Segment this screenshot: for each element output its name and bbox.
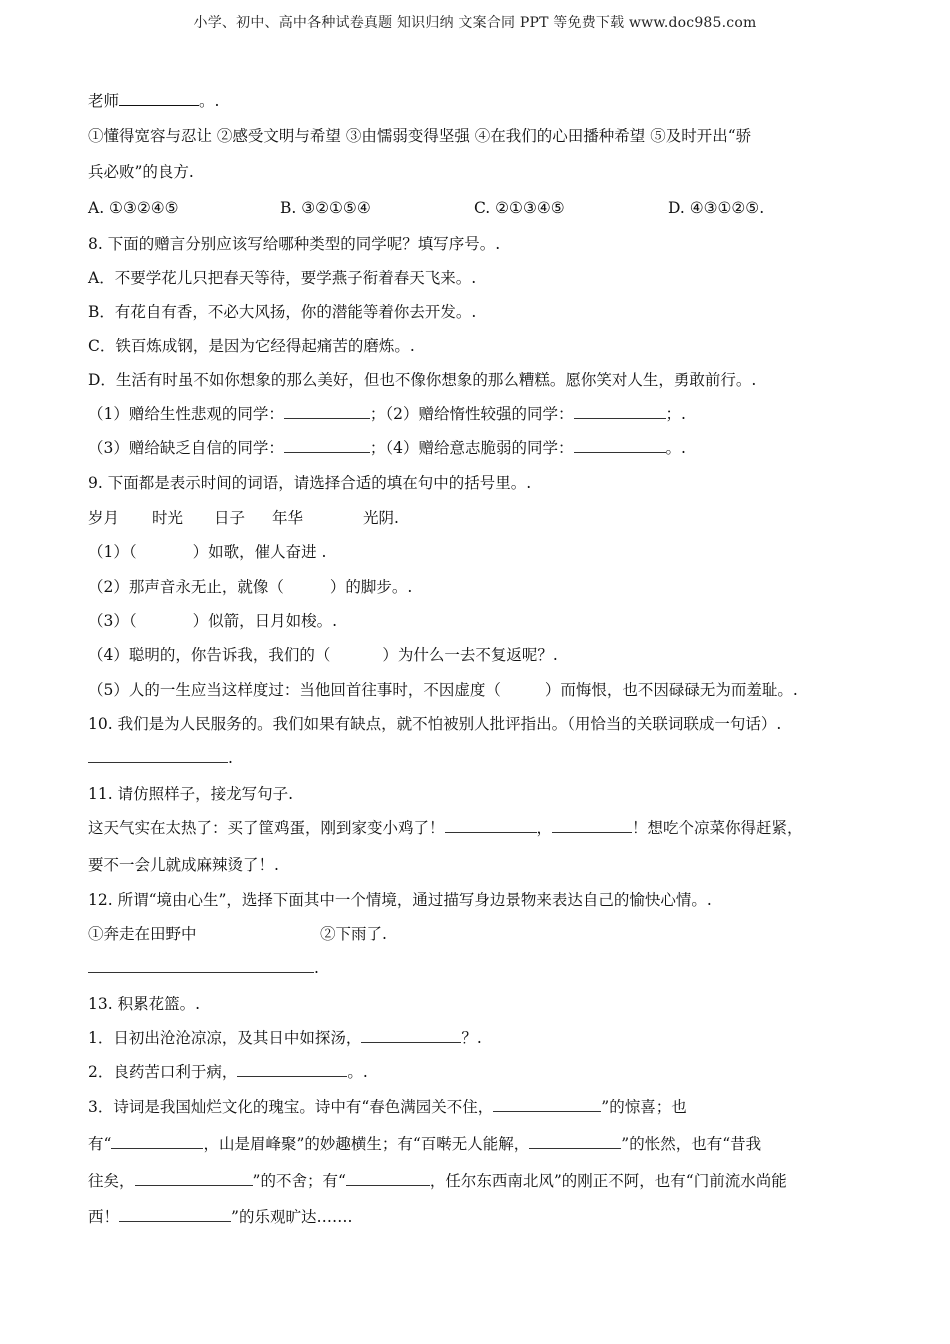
q11-line2: 要不一会儿就成麻辣烫了！. xyxy=(88,856,279,874)
q12-option-2[interactable]: ②下雨了. xyxy=(320,925,387,943)
q9-word: 年华 xyxy=(272,509,304,527)
q12-option-1[interactable]: ①奔走在田野中 xyxy=(88,925,197,943)
q8-choice-c: C．铁百炼成钢，是因为它经得起痛苦的磨炼。. xyxy=(88,337,415,355)
q9-word: 岁月 xyxy=(88,509,120,527)
q10-answer-blank[interactable] xyxy=(88,748,228,763)
q13-line1: 1．日初出沧沧凉凉，及其日中如探汤， ？. xyxy=(88,1029,482,1047)
page-header: 小学、初中、高中各种试卷真题 知识归纳 文案合同 PPT 等免费下载 www.doc985.com xyxy=(193,15,757,31)
q9-word: 光阴. xyxy=(363,509,399,527)
q13-line6: 西！ ”的乐观旷达……. xyxy=(88,1208,353,1226)
q8-blank-3[interactable] xyxy=(284,438,370,453)
q13-stem: 13. 积累花篮。. xyxy=(88,995,201,1013)
q8-row2: （3）赠给缺乏自信的同学： ；（4）赠给意志脆弱的同学： 。. xyxy=(88,439,686,457)
q9-word: 日子 xyxy=(214,509,246,527)
q8-stem: 8. 下面的赠言分别应该写给哪种类型的同学呢？填写序号。. xyxy=(88,235,501,253)
q11-blank-2[interactable] xyxy=(552,818,632,833)
q7-answer-blank[interactable] xyxy=(119,91,199,106)
q7-option-a[interactable]: A. ①③②④⑤ xyxy=(88,199,179,217)
q9-s2: （2）那声音永无止，就像（ ）的脚步。. xyxy=(88,578,413,596)
q9-s5: （5）人的一生应当这样度过：当他回首往事时，不因虚度（ ）而悔恨，也不因碌碌无为而羞耻。. xyxy=(88,681,798,699)
q7-prefix: 老师 xyxy=(88,92,120,110)
q8-choice-d: D．生活有时虽不如你想象的那么美好，但也不像你想象的那么糟糕。愿你笑对人生，勇敢前行。. xyxy=(88,371,757,389)
q11-blank-1[interactable] xyxy=(445,818,537,833)
q7-items: ①懂得宽容与忍让 ②感受文明与希望 ③由懦弱变得坚强 ④在我们的心田播种希望 ⑤及时开出“骄 xyxy=(88,127,752,145)
q8-row1: （1）赠给生性悲观的同学： ；（2）赠给惰性较强的同学： ；. xyxy=(88,405,686,423)
q9-s3: （3）（ ）似箭，日月如梭。. xyxy=(88,612,338,630)
q13-blank-5[interactable] xyxy=(529,1134,621,1149)
q11-stem: 11. 请仿照样子，接龙写句子. xyxy=(88,785,294,803)
q10-answer: . xyxy=(88,748,233,768)
q13-blank-7[interactable] xyxy=(346,1171,430,1186)
q8-choice-a: A．不要学花儿只把春天等待，要学燕子衔着春天飞来。. xyxy=(88,269,477,287)
q13-line4: 有“ ，山是眉峰聚”的妙趣横生；有“百啭无人能解， ”的怅然，也有“昔我 xyxy=(88,1135,762,1153)
q12-answer: . xyxy=(88,958,319,978)
q8-blank-4[interactable] xyxy=(574,438,666,453)
q9-word: 时光 xyxy=(152,509,184,527)
q7-option-d[interactable]: D. ④③①②⑤. xyxy=(668,199,765,217)
q13-blank-1[interactable] xyxy=(361,1028,461,1043)
q9-stem: 9. 下面都是表示时间的词语，请选择合适的填在句中的括号里。. xyxy=(88,474,532,492)
q10-stem: 10. 我们是为人民服务的。我们如果有缺点，就不怕被别人批评指出。（用恰当的关联词联成一句话）. xyxy=(88,715,782,733)
q7-option-b[interactable]: B. ③②①⑤④ xyxy=(280,199,371,217)
q8-blank-1[interactable] xyxy=(284,404,370,419)
q13-line2: 2．良药苦口利于病， 。. xyxy=(88,1063,368,1081)
q7-items-cont: 兵必败”的良方. xyxy=(88,163,194,181)
q12-stem: 12. 所谓“境由心生”，选择下面其中一个情境，通过描写身边景物来表达自己的愉快心情。. xyxy=(88,891,712,909)
q13-blank-4[interactable] xyxy=(111,1134,203,1149)
q7-line1: 老师 。. xyxy=(88,92,220,110)
q7-option-c[interactable]: C. ②①③④⑤ xyxy=(474,199,565,217)
q9-s1: （1）（ ）如歌，催人奋进 . xyxy=(88,543,327,561)
q13-blank-3[interactable] xyxy=(493,1097,601,1112)
q13-blank-6[interactable] xyxy=(135,1171,253,1186)
q13-blank-2[interactable] xyxy=(237,1062,347,1077)
q13-blank-8[interactable] xyxy=(119,1207,231,1222)
q13-line5: 往矣， ”的不舍；有“ ，任尔东西南北风”的刚正不阿，也有“门前流水尚能 xyxy=(88,1172,787,1190)
q8-choice-b: B．有花自有香，不必大风扬，你的潜能等着你去开发。. xyxy=(88,303,477,321)
q13-line3: 3．诗词是我国灿烂文化的瑰宝。诗中有“春色满园关不住， ”的惊喜；也 xyxy=(88,1098,687,1116)
q12-answer-blank[interactable] xyxy=(88,958,314,973)
q11-line1: 这天气实在太热了：买了筐鸡蛋，刚到家变小鸡了！ ， ！想吃个凉菜你得赶紧， xyxy=(88,819,803,837)
q9-s4: （4）聪明的，你告诉我，我们的（ ）为什么一去不复返呢？. xyxy=(88,646,558,664)
q8-blank-2[interactable] xyxy=(574,404,666,419)
